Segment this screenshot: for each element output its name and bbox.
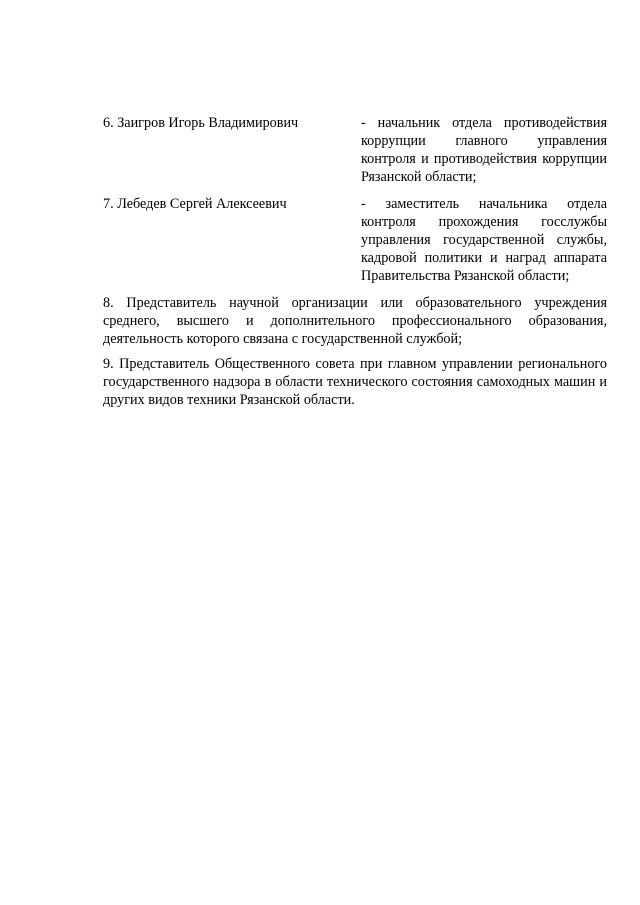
member-role: - начальник отдела противодействия коррупции главного управления контроля и противодействия коррупции Рязанской области; [361,115,607,185]
member-name: 7. Лебедев Сергей Алексеевич [103,196,287,212]
member-role: - заместитель начальника отдела контроля прохождения госслужбы управления государственной службы, кадровой политики и наград аппарата Правительства Рязанской области; [361,196,607,284]
member-name: 6. Заигров Игорь Владимирович [103,115,299,131]
paragraph-8: 8. Представитель научной организации или образовательного учреждения среднего, высшего и дополнительного профессионального образования, деятельность которого связана с государственной службой; [103,295,607,347]
paragraph-9: 9. Представитель Общественного совета при главном управлении регионального государственного надзора в области технического состояния самоходных машин и других видов техники Рязанской области. [103,356,607,408]
